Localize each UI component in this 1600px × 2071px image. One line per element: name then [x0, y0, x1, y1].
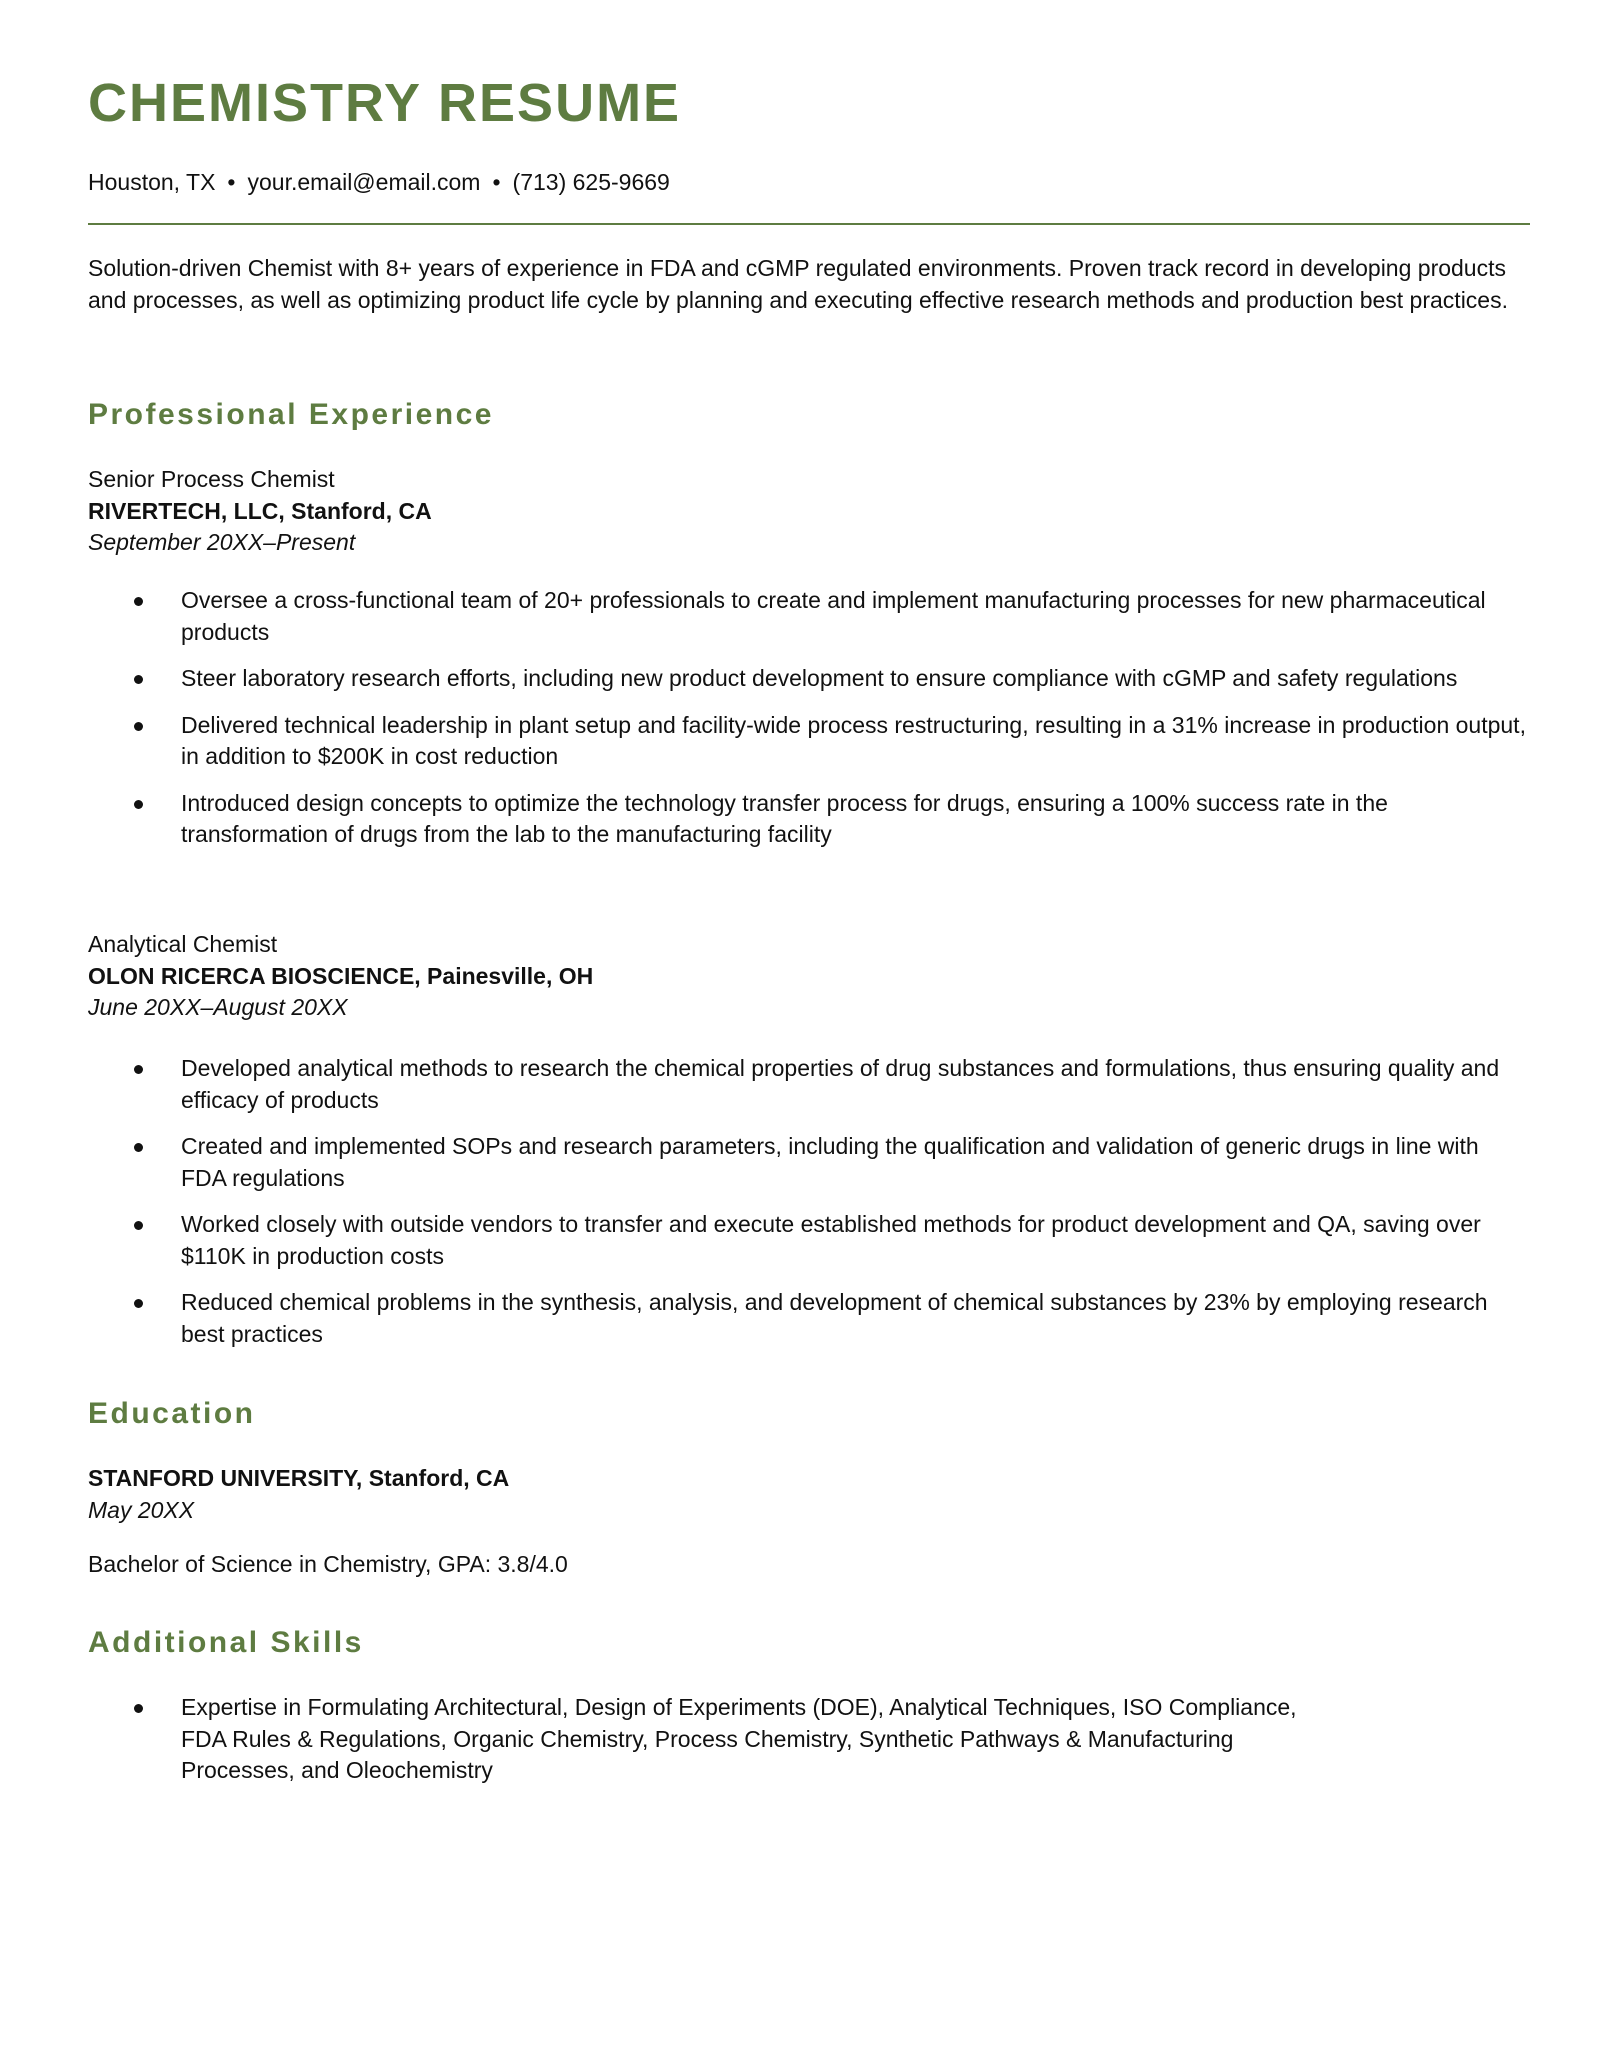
list-item: [88, 1131, 1528, 1194]
list-item: [88, 1692, 1338, 1787]
contact-separator: •: [492, 169, 501, 195]
education-entry: [88, 1463, 1518, 1526]
bullet-icon: [134, 675, 143, 684]
contact-phone[interactable]: (713) 625-9669: [512, 169, 670, 195]
section-heading-education: Education: [88, 1397, 256, 1430]
bullet-icon: [134, 1221, 143, 1230]
job-entry-1: [88, 464, 1518, 559]
list-item: [88, 663, 1528, 695]
list-item: [88, 585, 1528, 648]
contact-line: [88, 167, 670, 197]
job-1-bullets: [88, 585, 1528, 866]
job-company: RIVERTECH, LLC, Stanford, CA: [88, 497, 432, 524]
list-item: [88, 1209, 1528, 1272]
bullet-icon: [134, 1299, 143, 1308]
bullet-icon: [134, 597, 143, 606]
skills-bullets: [88, 1692, 1338, 1802]
section-heading-skills: Additional Skills: [88, 1626, 364, 1659]
job-dates: June 20XX–August 20XX: [88, 994, 348, 1020]
education-school: STANFORD UNIVERSITY, Stanford, CA: [88, 1465, 510, 1491]
job-entry-2: [88, 929, 1518, 1024]
education-date: May 20XX: [88, 1496, 195, 1523]
bullet-icon: [134, 1065, 143, 1074]
contact-location: Houston, TX: [88, 169, 216, 195]
bullet-text: Delivered technical leadership in plant setup and facility-wide process restructuring, resulting in a 31% increase in production output, in addition to $200K in cost reduction: [181, 711, 1526, 769]
contact-email[interactable]: your.email@email.com: [247, 169, 481, 195]
bullet-text: Worked closely with outside vendors to transfer and execute established methods for product development and QA, saving over $110K in production costs: [181, 1211, 1481, 1269]
contact-separator: •: [227, 169, 236, 195]
education-degree: Bachelor of Science in Chemistry, GPA: 3.8/4.0: [88, 1551, 568, 1577]
bullet-icon: [134, 1704, 143, 1713]
professional-summary: Solution-driven Chemist with 8+ years of experience in FDA and cGMP regulated environments. Proven track record in developing products and processes, as well as optimizing product life cycle by planning and executing effective research methods and production best practices.: [88, 255, 1508, 313]
job-title: Senior Process Chemist: [88, 466, 335, 492]
resume-title: CHEMISTRY RESUME: [88, 73, 682, 133]
bullet-text: Steer laboratory research efforts, including new product development to ensure compliance with cGMP and safety regulations: [181, 665, 1458, 691]
list-item: [88, 710, 1528, 773]
bullet-text: Created and implemented SOPs and research parameters, including the qualification and validation of generic drugs in line with FDA regulations: [181, 1133, 1479, 1191]
job-company: OLON RICERCA BIOSCIENCE, Painesville, OH: [88, 962, 594, 989]
bullet-icon: [134, 722, 143, 731]
list-item: [88, 788, 1528, 851]
bullet-text: Introduced design concepts to optimize the technology transfer process for drugs, ensuring a 100% success rate in the transformation of drugs from the lab to the manufacturing facility: [181, 789, 1388, 847]
section-heading-experience: Professional Experience: [88, 398, 494, 431]
job-title: Analytical Chemist: [88, 931, 278, 957]
job-dates: September 20XX–Present: [88, 529, 356, 555]
header-divider: [88, 223, 1530, 225]
bullet-text: Reduced chemical problems in the synthesis, analysis, and development of chemical substances by 23% by employing research best practices: [181, 1289, 1488, 1347]
bullet-text: Expertise in Formulating Architectural, Design of Experiments (DOE), Analytical Techniques, ISO Compliance, FDA Rules & Regulations, Organic Chemistry, Process Chemistry, Synthetic Pathways & Manufacturing Processes, and Oleochemistry: [181, 1694, 1297, 1783]
bullet-text: Oversee a cross-functional team of 20+ professionals to create and implement manufacturing processes for new pharmaceutical products: [181, 587, 1486, 645]
job-2-bullets: [88, 1053, 1528, 1365]
list-item: [88, 1287, 1528, 1350]
bullet-icon: [134, 1143, 143, 1152]
bullet-text: Developed analytical methods to research the chemical properties of drug substances and formulations, thus ensuring quality and efficacy of products: [181, 1055, 1500, 1113]
bullet-icon: [134, 800, 143, 809]
list-item: [88, 1053, 1528, 1116]
